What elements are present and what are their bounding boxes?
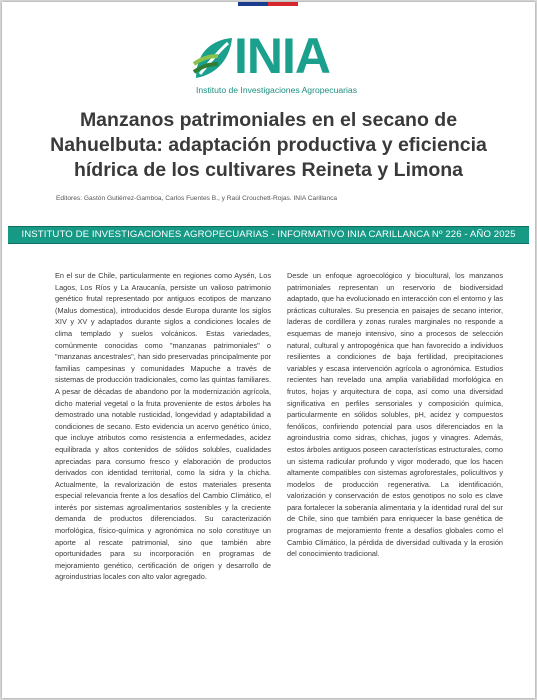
document-page <box>2 2 535 698</box>
flag-stripe-blue <box>238 2 268 6</box>
leaf-logo-icon <box>192 34 236 84</box>
body-column-left: En el sur de Chile, particularmente en regiones como Aysén, Los Lagos, Los Ríos y La Araucanía, persiste un valioso patrimonio genético frutal representado por antiguos ecotipos de manzano (Malus domestica), introducidos desde Europa durante los siglos XIV y XV y adaptados durante siglos a condiciones locales de clima templado y suelos volcánicos. Estas variedades, comúnmente conocidas como "manzanas patrimoniales" o "manzanas ancestrales", han sido preservadas principalmente por familias campesinas y comunidades Mapuche a través de sistemas de producción tradicionales, como las quintas familiares. A pesar de décadas de abandono por la modernización agrícola, dicho material vegetal o la fruta proveniente de estos árboles ha demostrado una notable rusticidad, longevidad y adaptabilidad a condiciones de secano. Esto evidencia un acervo genético único, que incluye atributos como resistencia a enfermedades, acidez equilibrada y altos contenidos de sólidos solubles, cualidades apreciadas para consumo fresco y elaboración de productos derivados con identidad territorial, como la sidra y la chicha. Actualmente, la revalorización de estos materiales presenta especial relevancia frente a los desafíos del Cambio Climático, el interés por sistemas agroalimentarios sostenibles y la creciente demanda de productos diferenciados. Su caracterización morfológica, físico-química y agronómica no solo constituye un aporte al rescate patrimonial, sino que también abre oportunidades para su incorporación en programas de mejoramiento genético, certificación de origen y desarrollo de agroindustrias locales con alto valor agregado. <box>55 271 271 582</box>
inia-logo <box>190 30 365 100</box>
document-title: Manzanos patrimoniales en el secano de Nahuelbuta: adaptación productiva y eficiencia hídrica de los cultivares Reineta y Limona <box>50 109 487 181</box>
logo-wordmark: INIA <box>234 28 330 84</box>
flag-stripe-red <box>268 2 298 6</box>
publication-band: INSTITUTO DE INVESTIGACIONES AGROPECUARIAS - INFORMATIVO INIA CARILLANCA Nº 226 - AÑO 2025 <box>8 226 529 244</box>
editors-line: Editores: Gastón Gutiérrez-Gamboa, Carlos Fuentes B., y Raúl Crouchett-Rojas. INIA Carillanca <box>56 195 338 202</box>
institution-name: Instituto de Investigaciones Agropecuarias <box>196 85 357 95</box>
flag-stripe <box>238 2 298 6</box>
body-column-right: Desde un enfoque agroecológico y biocultural, los manzanos patrimoniales representan un reservorio de biodiversidad adaptado, que ha evolucionado en interacción con el entorno y las prácticas culturales. Su presencia en paisajes de secano interior, laderas de cordillera y zonas rurales marginales no responde a esquemas de manejo intensivo, sino a procesos de selección natural, cultural y antropogénica que han favorecido a individuos resilientes a condiciones de baja fertilidad, precipitaciones variables y escasa intervención agrícola o agronómica. Estudios recientes han revelado una amplia variabilidad morfológica en frutos, hojas y arquitectura de copa, así como una diversidad significativa en perfiles sensoriales y composición química, particularmente en sólidos solubles, pH, acidez y compuestos fenólicos, confiriendo potencial para usos diferenciados en la agroindustria como sidras, chichas, jugos y vinagres. Además, estos árboles antiguos poseen características estructurales, como un sistema radicular profundo y vigor moderado, que los hacen altamente compatibles con sistemas agroforestales, policultivos y modelos de producción regenerativa. La identificación, valorización y conservación de estos genotipos no solo es clave para fortalecer la soberanía alimentaria y la identidad rural del sur de Chile, sino que también para enriquecer la base genética de programas de mejoramiento frente a desafíos globales como el Cambio Climático, la pérdida de diversidad cultivada y la erosión del conocimiento tradicional. <box>287 271 503 559</box>
